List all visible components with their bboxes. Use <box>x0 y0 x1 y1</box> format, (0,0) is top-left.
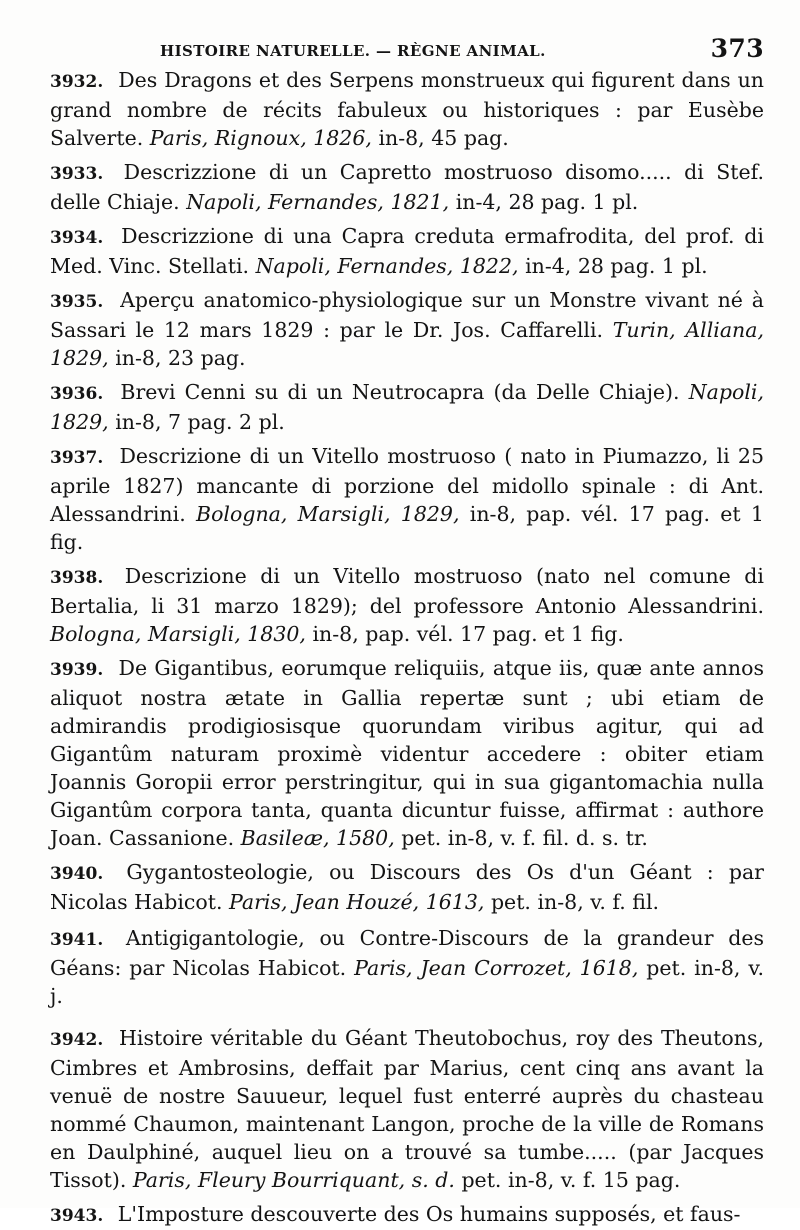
entry-number: 3942. <box>50 1030 104 1050</box>
entry-number: 3938. <box>50 568 104 588</box>
entry-details: pet. in-8, v. f. 15 pag. <box>461 1168 681 1192</box>
entry-text: Aperçu anatomico-physiologique sur un Monstre vivant né à Sassari le 12 mars 1829 : par le Dr. Jos. Caffarelli. <box>50 288 764 342</box>
entry-details: pet. in-8, v. f. fil. <box>490 890 660 914</box>
entry-imprint: Paris, Fleury Bourriquant, s. d. <box>132 1168 455 1192</box>
bibliography-entry <box>50 654 764 852</box>
entry-number: 3941. <box>50 930 104 950</box>
entry-details: pet. in-8, v. j. <box>50 956 764 1008</box>
bibliography-entry <box>50 1024 764 1194</box>
entry-text: Descrizione di un Vitello mostruoso (nato nel comune di Bertalia, li 31 marzo 1829); del professore Antonio Alessandrini. <box>50 564 764 618</box>
entry-text: Gygantosteologie, ou Discours des Os d'un Géant : par Nicolas Habicot. <box>50 860 764 914</box>
entry-details: in-4, 28 pag. 1 pl. <box>525 254 708 278</box>
entry-text: Descrizzione di una Capra creduta ermafrodita, del prof. di Med. Vinc. Stellati. <box>50 224 764 278</box>
bibliography-entry <box>50 66 764 152</box>
entry-number: 3932. <box>50 72 104 92</box>
bibliography-entry <box>50 158 764 216</box>
entry-imprint: Napoli, Fernandes, 1822, <box>255 254 519 278</box>
bibliography-entry <box>50 858 764 916</box>
entry-details: in-8, 23 pag. <box>115 346 246 370</box>
entry-text: Histoire véritable du Géant Theutobochus, roy des Theutons, Cimbres et Ambrosins, deffait par Marius, cent cinq ans avant la venuë de nostre Sauueur, lequel fust enterré auprès du chasteau nommé Chaumon, maintenant Langon, proche de la ville de Romans en Daulphiné, auquel lieu on a trouvé sa tumbe..... (par Jacques Tissot). <box>50 1026 764 1192</box>
entry-details: in-8, 45 pag. <box>378 126 509 150</box>
entry-text: Descrizzione di un Capretto mostruoso disomo..... di Stef. delle Chiaje. <box>50 160 764 214</box>
bibliography-entry <box>50 222 764 280</box>
entry-details: pet. in-8, v. f. fil. d. s. tr. <box>401 826 648 850</box>
entry-text: Brevi Cenni su di un Neutrocapra (da Delle Chiaje). <box>120 380 680 404</box>
entry-text: De Gigantibus, eorumque reliquiis, atque iis, quæ ante annos aliquot nostra ætate in Gallia repertæ sunt ; ubi etiam de admirandis prodigiosisque quorundam viribus agitur, qui ad Gigantûm naturam proximè videntur accedere : obiter etiam Joannis Goropii error perstringitur, qui in sua gigantomachia nulla Gigantûm corpora tanta, quanta dicuntur fuisse, affirmat : authore Joan. Cassanione. <box>50 656 764 850</box>
entry-number: 3933. <box>50 164 104 184</box>
bibliography-entry <box>50 924 764 1010</box>
entry-imprint: Basileæ, 1580, <box>240 826 395 850</box>
page-number: 373 <box>710 34 764 63</box>
entry-text: Des Dragons et des Serpens monstrueux qui figurent dans un grand nombre de récits fabuleux ou historiques : par Eusèbe Salverte. <box>50 68 764 150</box>
entry-number: 3937. <box>50 448 104 468</box>
entry-text: Antigigantologie, ou Contre-Discours de la grandeur des Géans: par Nicolas Habicot. <box>50 926 764 980</box>
entry-number: 3934. <box>50 228 104 248</box>
entry-text: Descrizione di un Vitello mostruoso ( nato in Piumazzo, li 25 aprile 1827) mancante di porzione del midollo spinale : di Ant. Alessandrini. <box>50 444 764 526</box>
entry-details: in-8, pap. vél. 17 pag. et 1 fig. <box>50 502 764 554</box>
running-head: HISTOIRE NATURELLE. — RÈGNE ANIMAL. <box>160 42 546 60</box>
entry-number: 3935. <box>50 292 104 312</box>
entry-number: 3940. <box>50 864 104 884</box>
entry-text: L'Imposture descouverte des Os humains supposés, et faus- <box>117 1202 741 1226</box>
bibliography-entries <box>50 66 764 1226</box>
entry-imprint: Napoli, 1829, <box>50 380 764 434</box>
entry-number: 3943. <box>50 1206 104 1226</box>
entry-imprint: Paris, Jean Houzé, 1613, <box>229 890 485 914</box>
entry-imprint: Napoli, Fernandes, 1821, <box>186 190 450 214</box>
entry-imprint: Bologna, Marsigli, 1830, <box>50 622 306 646</box>
entry-imprint: Turin, Alliana, 1829, <box>50 318 764 370</box>
entry-imprint: Bologna, Marsigli, 1829, <box>196 502 460 526</box>
entry-details: in-8, pap. vél. 17 pag. et 1 fig. <box>312 622 624 646</box>
entry-details: in-8, 7 pag. 2 pl. <box>115 410 285 434</box>
entry-number: 3939. <box>50 660 104 680</box>
bibliography-entry <box>50 1200 764 1230</box>
bibliography-entry <box>50 378 764 436</box>
page-header <box>160 28 764 68</box>
bibliography-entry <box>50 286 764 372</box>
entry-number: 3936. <box>50 384 104 404</box>
bibliography-entry <box>50 562 764 648</box>
entry-imprint: Paris, Rignoux, 1826, <box>149 126 372 150</box>
entry-details: in-4, 28 pag. 1 pl. <box>455 190 639 214</box>
bibliography-entry <box>50 442 764 556</box>
entry-imprint: Paris, Jean Corrozet, 1618, <box>354 956 639 980</box>
